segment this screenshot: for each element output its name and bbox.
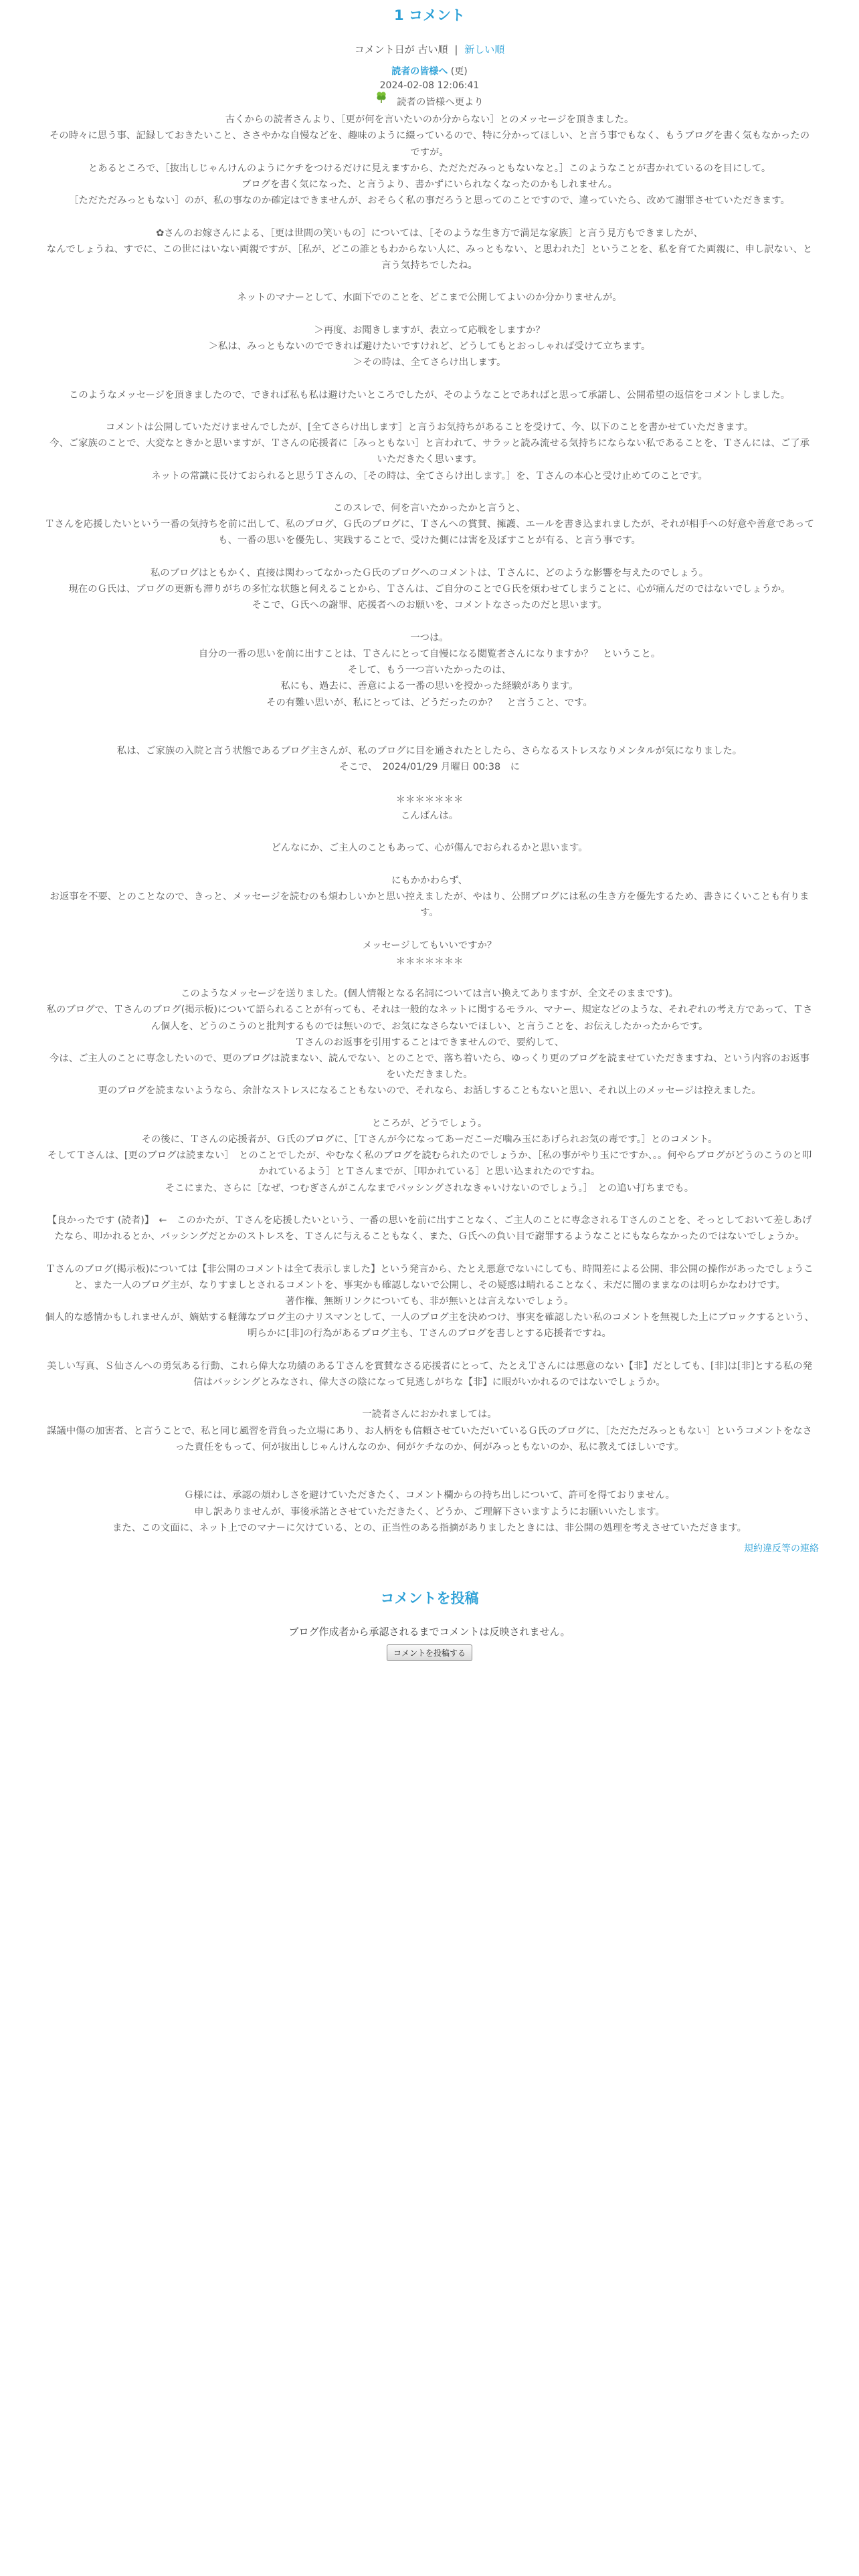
comment-paragraph: その時々に思う事、記録しておきたいこと、ささやかな自慢などを、趣味のように綴っているので、特に分かってほしい、と言う事でもなく、もうブログを書く気もなかったのですが。 [49, 130, 810, 158]
blank-line [45, 970, 814, 986]
blank-line [45, 614, 814, 630]
report-violation-link[interactable]: 規約違反等の連絡 [744, 1543, 819, 1555]
comment-paragraph: ＞私は、みっともないのでできれば避けたいですけれど、どうしてもとおっしゃれば受けて立ちます。 [208, 341, 651, 352]
post-comment-button[interactable]: コメントを投稿する [387, 1644, 472, 1661]
blank-line [45, 1390, 814, 1406]
comment-paragraph: なんでしょうね、すでに、この世にはいない両親ですが、［私が、どこの誰ともわからない人に、みっともない、と思われた］ということを、私を育てた両親に、申し訳ない、と言う気持ちでしたね。 [46, 243, 813, 272]
comment-paragraph: このようなメッセージを頂きましたので、できれば私も私は避けたいところでしたが、そのようなことであればと思って承諾し、公開希望の返信をコメントしました。 [68, 389, 790, 401]
comments-heading: 1 コメント [394, 7, 465, 23]
blank-line [45, 209, 814, 225]
comment-paragraph: 読者の皆様へ更より [397, 97, 484, 108]
blank-line [45, 1196, 814, 1212]
post-button-row [0, 1644, 859, 1661]
blank-line [45, 824, 814, 840]
comment-paragraph: ［ただただみっともない］のが、私の事なのか確定はできませんが、おそらく私の事だろうと思ってのことですので、違っていたら、改めて謝罪させていただきます。 [69, 195, 790, 207]
blank-line [45, 1455, 814, 1471]
comment-paragraph: コメントは公開していただけませんでしたが、[全てさらけ出します］と言うお気持ちがあることを受けて、今、以下のことを書かせていただきます。 [105, 422, 754, 433]
comment-paragraph: 私にも、過去に、善意による一番の思いを授かった経験があります。 [280, 681, 579, 692]
comment-paragraph: その後に、Ｔさんの応援者が、Ｇ氏のブログに、［Ｔさんが今になってあーだこーだ噛み玉にあげられお気の毒です。］とのコメント。 [141, 1134, 718, 1145]
comment-paragraph: 謀議中傷の加害者、と言うことで、私と同じ風習を背負った立場にあり、お人柄をも信頼させていただいているＧ氏のブログに、［ただただみっともない］というコメントをなさった責任をもって、何が抜出しじゃんけんなのか、何がケチなのか、何がみっともないのか、私に教えてほしいです。 [47, 1425, 812, 1453]
comment-paragraph: ところが、どうでしょう。 [371, 1117, 488, 1129]
sort-newest-link[interactable]: 新しい順 [464, 43, 505, 56]
comment-paragraph: そして、もう一つ言いたかったのは、 [347, 665, 512, 676]
comment-paragraph: お返事を不要、とのことなので、きっと、メッセージを読むのも煩わしいかと思い控えましたが、やはり、公開ブログには私の生き方を優先するため、書きにくいことも有ります。 [50, 891, 809, 919]
comment-paragraph: 一読者さんにおかれましては。 [362, 1409, 497, 1420]
comment-paragraph: ネットの常識に長けておられると思うＴさんの、［その時は、全てさらけ出します。］を、Ｔさんの本心と受け止めてのことです。 [151, 470, 708, 481]
comment-paragraph: 今、ご家族のことで、大変なときかと思いますが、Ｔさんの応援者に［みっともない］と言われて、サラッと読み流せる気持ちにならない私であることを、Ｔさんには、ご了承いただきたく思います。 [49, 438, 809, 465]
comment-paragraph: このようなメッセージを送りました。(個人情報となる名詞については言い換えてありますが、全文そのままです)。 [180, 988, 678, 1000]
comment-paragraph: このスレで、何を言いたかったかと言うと、 [333, 503, 526, 514]
comment-paragraph: にもかかわらず、 [391, 875, 468, 886]
comment-paragraph: メッセージしてもいいですか？ [362, 940, 497, 951]
blank-line [45, 1342, 814, 1358]
comment-paragraph: ブログを書く気になった、と言うより、書かずにいられなくなったのかもしれません。 [241, 179, 618, 191]
comment-paragraph: 現在のＧ氏は、ブログの更新も滞りがちの多忙な状態と何えることから、Ｔさんは、ご自分のことでＧ氏を煩わせてしまうことに、心が痛んだのではないでしょうか。 [68, 584, 791, 595]
post-comment-heading: コメントを投稿 [380, 1590, 479, 1607]
comment-paragraph: ＊＊＊＊＊＊＊ [395, 794, 464, 805]
blank-line [45, 484, 814, 500]
comment-paragraph: Ｇ様には、承認の煩わしさを避けていただきたく、コメント欄からの持ち出しについて、許可を得ておりません。 [184, 1490, 675, 1501]
blank-line [45, 403, 814, 419]
moderation-note: ブログ作成者から承認されるまでコメントは反映されません。 [288, 1626, 571, 1638]
comment-paragraph: 著作権、無断リンクについても、非が無いとは言えないでしょう。 [285, 1296, 574, 1307]
comment-paragraphs [45, 112, 814, 1536]
comment-paragraph: そこにまた、さらに［なぜ、つむぎさんがこんなまでパッシングされなきゃいけないのでしょう。］ との追い打ちまでも。 [165, 1182, 694, 1194]
comment-paragraph: 個人的な感情かもしれませんが、嫡姑する軽薄なブログ主のナリスマンとして、一人のブログ主を決めつけ、事実を確認したい私のコメントを無視した上にブロックするという、明らかに[非]の行為があるブログ主も、Ｔさんのブログを書しとする応援者ですね。 [45, 1312, 814, 1339]
clover-icon [375, 90, 387, 109]
blank-line [45, 1099, 814, 1115]
blank-line [45, 921, 814, 937]
comment-paragraph: どんなにか、ご主人のこともあって、心が傷んでおられるかと思います。 [271, 843, 588, 854]
comment-paragraph: Ｔさんのお返事を引用することはできませんので、要約して、 [294, 1037, 565, 1048]
comment-paragraph: ネットのマナーとして、水面下でのことを、どこまで公開してよいのか分かりませんが。 [237, 292, 622, 304]
blank-line [45, 857, 814, 873]
comment-paragraph: その有難い思いが、私にとっては、どうだったのか？ と言うこと、です。 [266, 697, 593, 708]
blank-line [45, 711, 814, 727]
blank-line [45, 274, 814, 290]
comment-paragraph: 美しい写真、Ｓ仙さんへの勇気ある行動、これら偉大な功績のあるＴさんを賞賛なさる応援者にとって、たとえＴさんには悪意のない【非】だとしても、[非]は[非]とする私の発信はバッシングとみなされ、偉大さの陰になって見逃しがちな【非】に眼がいかれるのではないでしょうか。 [46, 1360, 813, 1388]
comment-author-suffix: (更) [450, 66, 468, 77]
comment-paragraph: そこで、Ｇ氏への謝罪、応援者へのお願いを、コメントなさったのだと思います。 [252, 600, 607, 611]
comment-paragraph: ＊＊＊＊＊＊＊ [395, 956, 464, 967]
comment-paragraph: こんばんは。 [400, 810, 459, 821]
blank-line [45, 306, 814, 322]
comment-paragraph: 今は、ご主人のことに専念したいので、更のブログは読まない、読んでない、とのことで、落ち着いたら、ゆっくり更のブログを読ませていただきますね、という内容のお返事をいただきました。 [49, 1053, 810, 1081]
comment-paragraph: 古くからの読者さんより、［更が何を言いたいのか分からない］とのメッセージを頂きました。 [225, 114, 634, 126]
comment-paragraph: Ｔさんを応援したいという一番の気持ちを前に出して、私のブログ、Ｇ氏のブログに、Ｔさんへの賞賛、擁護、エールを書き込まれましたが、それが相手への好意や善意であっても、一番の思いを優先し、実践することで、受けた側には害を及ぼすことが有る、と言う事です。 [45, 519, 814, 546]
comment-paragraph: 私は、ご家族の入院と言う状態であるブログ主さんが、私のブログに目を通されたとしたら、さらなるストレスなりメンタルが気になりました。 [116, 746, 743, 757]
blank-line [45, 1471, 814, 1487]
comment-paragraph: 自分の一番の思いを前に出すことは、Ｔさんにとって自慢になる閲覧者さんになりますか？ ということ。 [198, 648, 661, 659]
blank-line [45, 370, 814, 387]
comment-paragraph: そこで、 2024/01/29 月曜日 00:38 に [339, 762, 520, 773]
comment-paragraph: また、この文面に、ネット上でのマナーに欠けている、との、正当性のある指摘がありましたときには、非公開の処理を考えさせていただきます。 [112, 1522, 747, 1533]
comment-body [45, 93, 814, 1536]
sort-separator: | [454, 43, 458, 56]
sort-oldest-label: コメント日が 古い順 [354, 43, 448, 56]
blank-line [45, 776, 814, 792]
blank-line [45, 1245, 814, 1261]
comment-paragraph: 一つは。 [410, 632, 449, 643]
comment-paragraph: 私のブログで、Ｔさんのブログ(掲示板)について語られることが有っても、それは一般的なネットに関するモラル、マナー、規定などのような、それぞれの考え方であって、Ｔさん個人を、どうのこうのと批判するものでは無いので、お気になさらないでほしい、と言うことを、お伝えしたかったからです。 [46, 1004, 813, 1032]
comment-paragraph: ＞再度、お聞きしますが、表立って応戦をしますか？ [314, 324, 545, 336]
sort-bar [0, 43, 859, 56]
blank-line [45, 727, 814, 743]
comment-paragraph: そしてＴさんは、[更のブログは読まない］ とのことでしたが、やむなく私のブログを読むられたのでしょうか、［私の事がやり玉にですか、。。何やらブログがどうのこうのと叩かれているよう］とＴさんまでが、［叩かれている］と思い込まれたのですね。 [47, 1150, 812, 1178]
comment-paragraph: 申し訳ありませんが、事後承諾とさせていただきたく、どうか、ご理解下さいますようにお願いいたします。 [194, 1506, 665, 1517]
comment-author-link[interactable]: 読者の皆様へ [391, 66, 448, 77]
comment-paragraph: ＞その時は、全てさらけ出します。 [353, 357, 506, 368]
comment-paragraph: 更のブログを読まないようなら、余計なストレスになることもないので、それなら、お話しすることもないと思い、それ以上のメッセージは控えました。 [98, 1085, 761, 1097]
report-row [40, 1541, 819, 1556]
comment-paragraph: ✿さんのお嫁さんによる、［更は世間の笑いもの］については、［そのような生き方で満足な家族］と言う見方もできましたが、 [156, 227, 703, 239]
comment-first-line [45, 93, 814, 112]
comment-paragraph: Ｔさんのブログ(掲示板)については【非公開のコメントは全て表示しました】という発言から、たとえ悪意でないにしても、時間差による公開、非公開の操作があったでしょうこと、また一人のブログ主が、なりすましとされるコメントを、事実かも確認しないで公開し、その疑惑は晴れることなく、未だに闇のままなのは明らかなわけです。 [45, 1263, 814, 1291]
comment-paragraph: とあるところで、［抜出しじゃんけんのようにケチをつけるだけに見えますから、ただただみっともないなと。］このようなことが書かれているのを目にして。 [88, 163, 771, 174]
comment-paragraph: 私のブログはともかく、直接は関わってなかったＧ氏のブログへのコメントは、Ｔさんに、どのような影響を与えたのでしょう。 [150, 567, 709, 578]
comment [0, 64, 859, 1556]
comment-date: 2024-02-08 12:06:41 [379, 80, 480, 91]
comment-paragraph: 【良かったです (読者)】 ← このかたが、Ｔさんを応援したいという、一番の思いを前に出すことなく、ご主人のことに専念されるＴさんのことを、そっとしておいて差しあげたなら、叩かれるとか、バッシングだとかのストレスを、Ｔさんに与えることもなく、また、Ｇ氏への負い目で謝罪するようなことにもならなかったのではないでしょうか。 [47, 1215, 812, 1243]
comment-author-line [0, 64, 859, 79]
blank-line [45, 549, 814, 565]
